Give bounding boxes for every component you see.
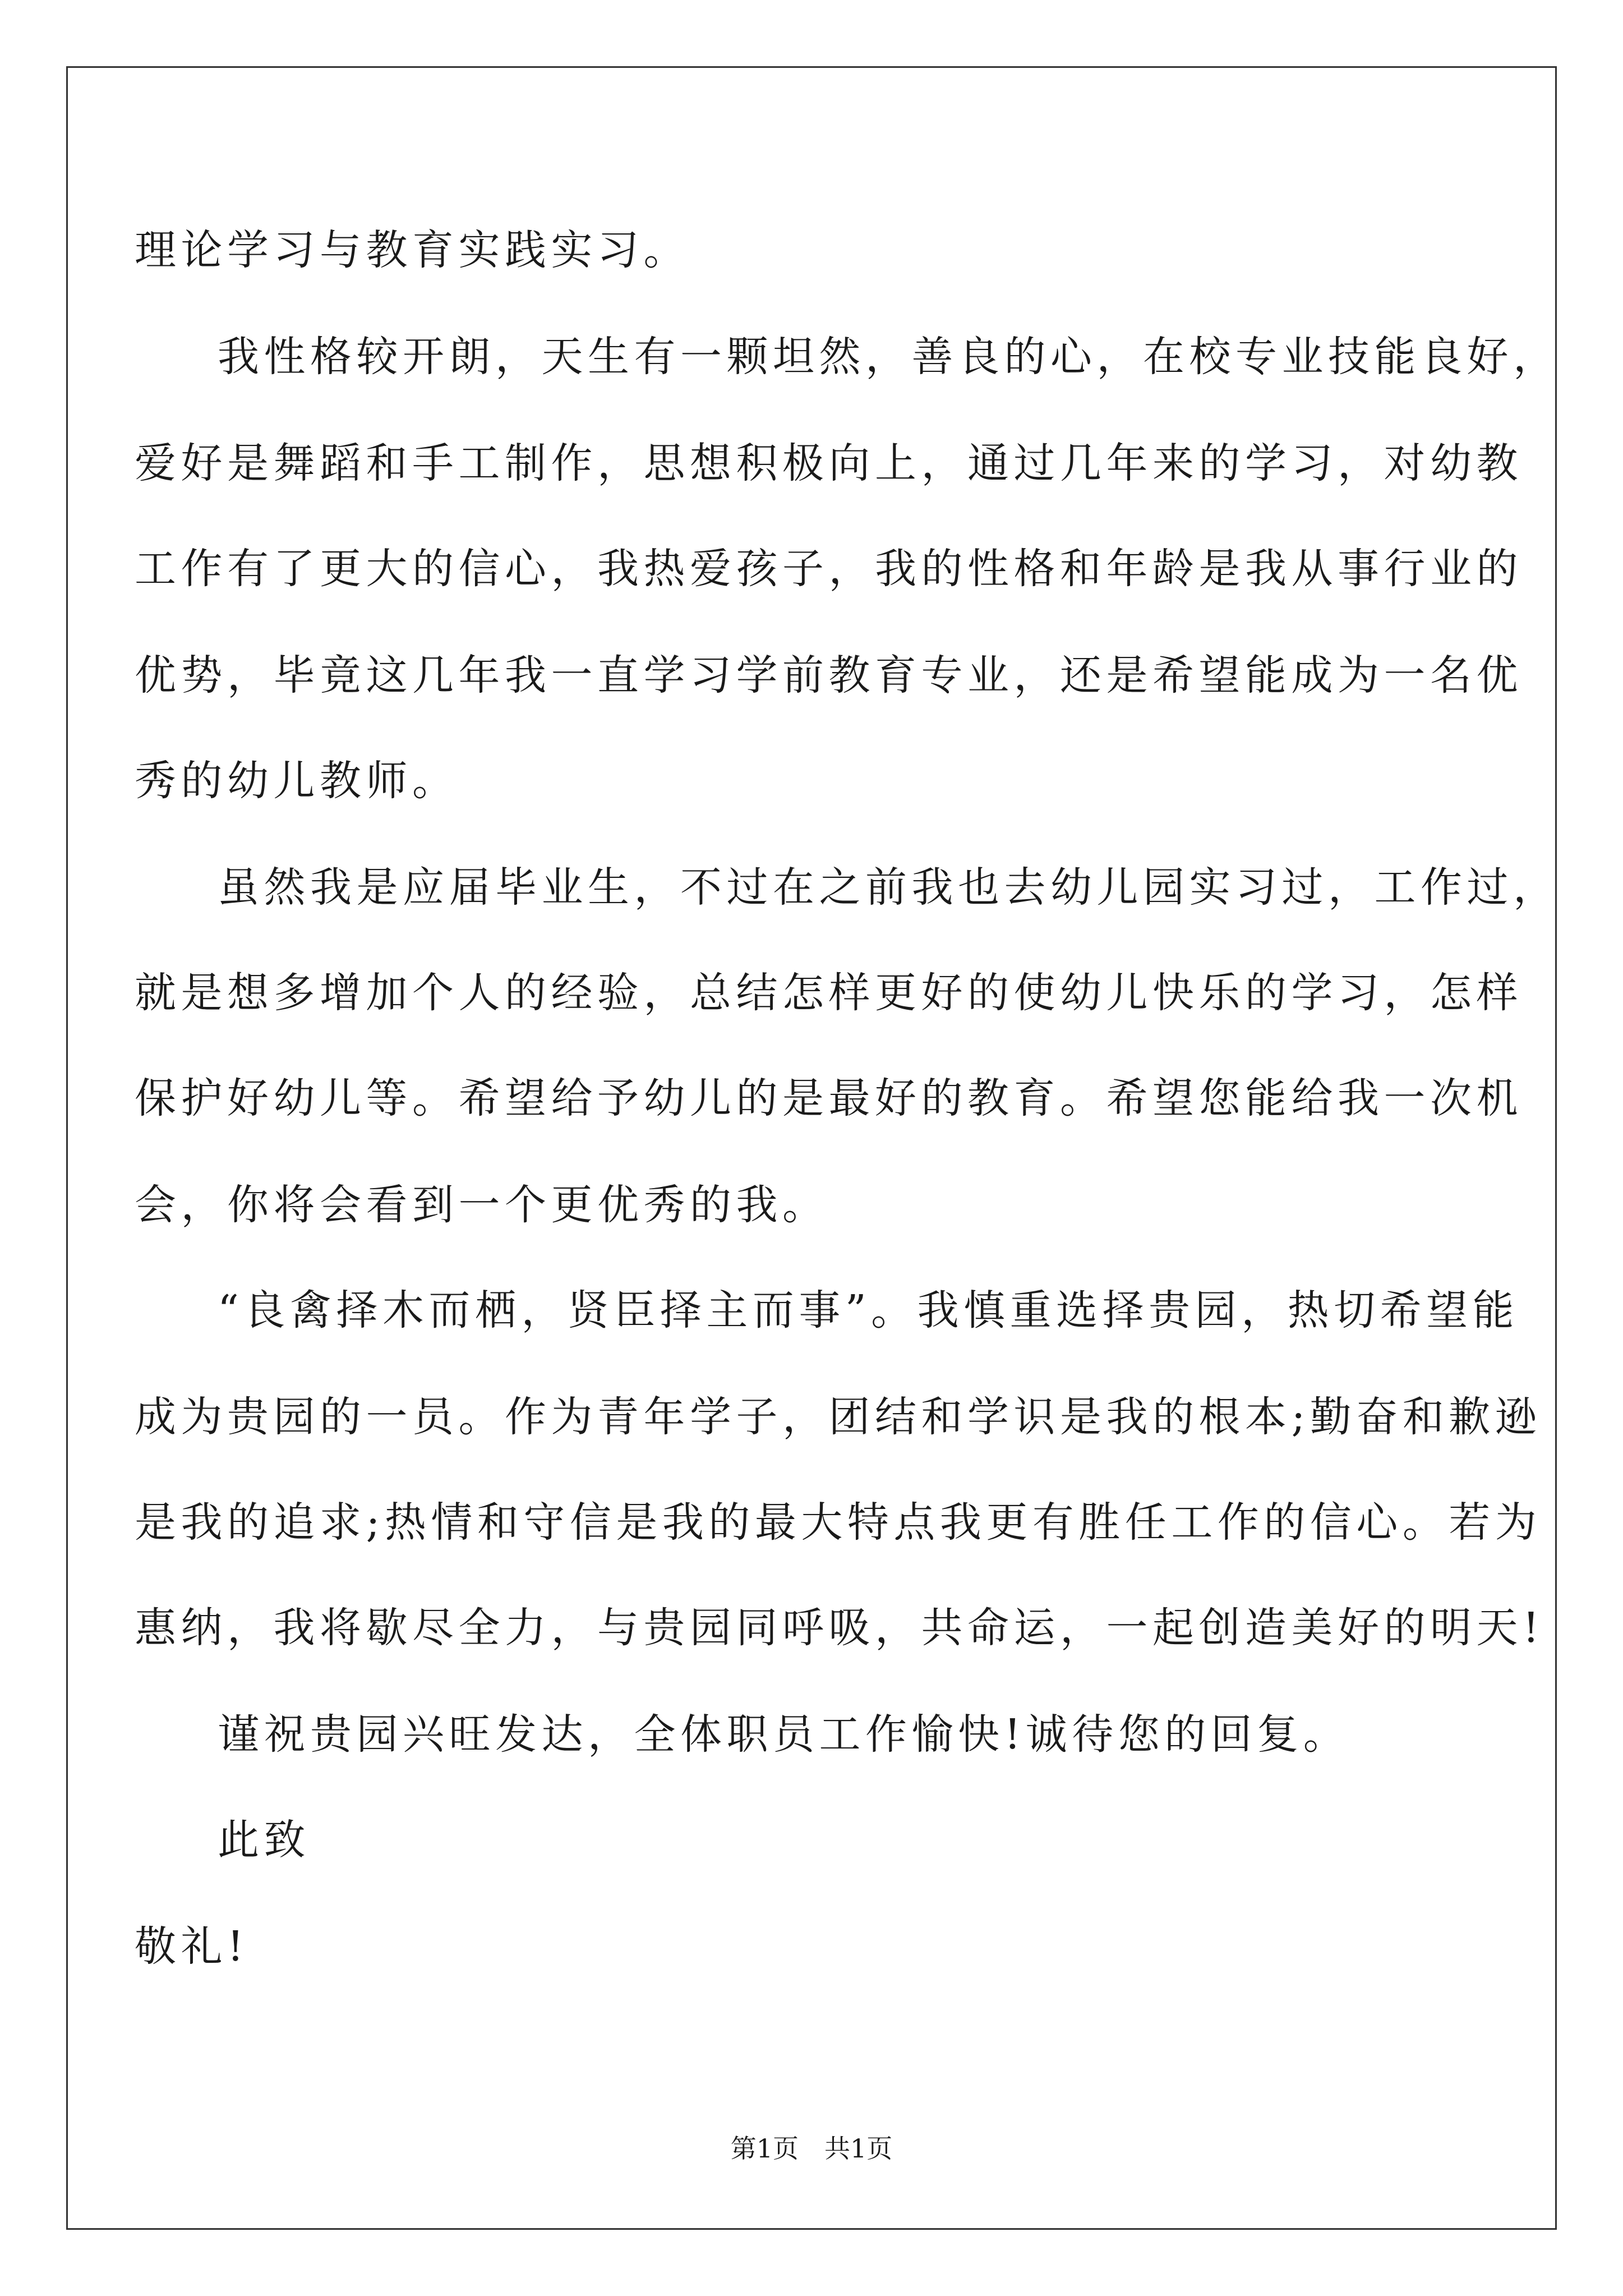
text-line: 理论学习与教育实践实习。: [135, 226, 690, 274]
page-footer: [0, 2132, 1623, 2165]
text-line: 会，你将会看到一个更优秀的我。: [135, 1181, 829, 1229]
text-line: 保护好幼儿等。希望给予幼儿的是最好的教育。希望您能给我一次机: [135, 1074, 1523, 1122]
text-line: 虽然我是应届毕业生，不过在之前我也去幼儿园实习过，工作过，: [218, 863, 1560, 912]
page-number-total: 共1页: [824, 2133, 893, 2164]
text-line: 此致: [218, 1816, 310, 1864]
text-line: 爱好是舞蹈和手工制作，思想积极向上，通过几年来的学习，对幼教: [135, 439, 1523, 487]
text-line: 敬礼!: [135, 1922, 249, 1971]
text-line: 我性格较开朗，天生有一颗坦然，善良的心，在校专业技能良好，: [218, 333, 1560, 381]
page-border: [66, 66, 1557, 2230]
text-line: 谨祝贵园兴旺发达，全体职员工作愉快!诚待您的回复。: [218, 1710, 1350, 1759]
text-line: 优势，毕竟这几年我一直学习学前教育专业，还是希望能成为一名优: [135, 651, 1523, 700]
text-line: 是我的追求;热情和守信是我的最大特点我更有胜任工作的信心。若为: [135, 1498, 1542, 1547]
text-line: 工作有了更大的信心，我热爱孩子，我的性格和年龄是我从事行业的: [135, 545, 1523, 593]
page-number-current: 第1页: [730, 2133, 799, 2164]
text-line: 惠纳，我将歇尽全力，与贵园同呼吸，共命运，一起创造美好的明天!: [135, 1604, 1544, 1652]
text-line: “良禽择木而栖，贤臣择主而事”。我慎重选择贵园，热切希望能: [218, 1286, 1519, 1335]
text-line: 秀的幼儿教师。: [135, 757, 459, 805]
text-line: 成为贵园的一员。作为青年学子，团结和学识是我的根本;勤奋和歉逊: [135, 1393, 1542, 1441]
text-line: 就是想多增加个人的经验，总结怎样更好的使幼儿快乐的学习，怎样: [135, 969, 1523, 1017]
